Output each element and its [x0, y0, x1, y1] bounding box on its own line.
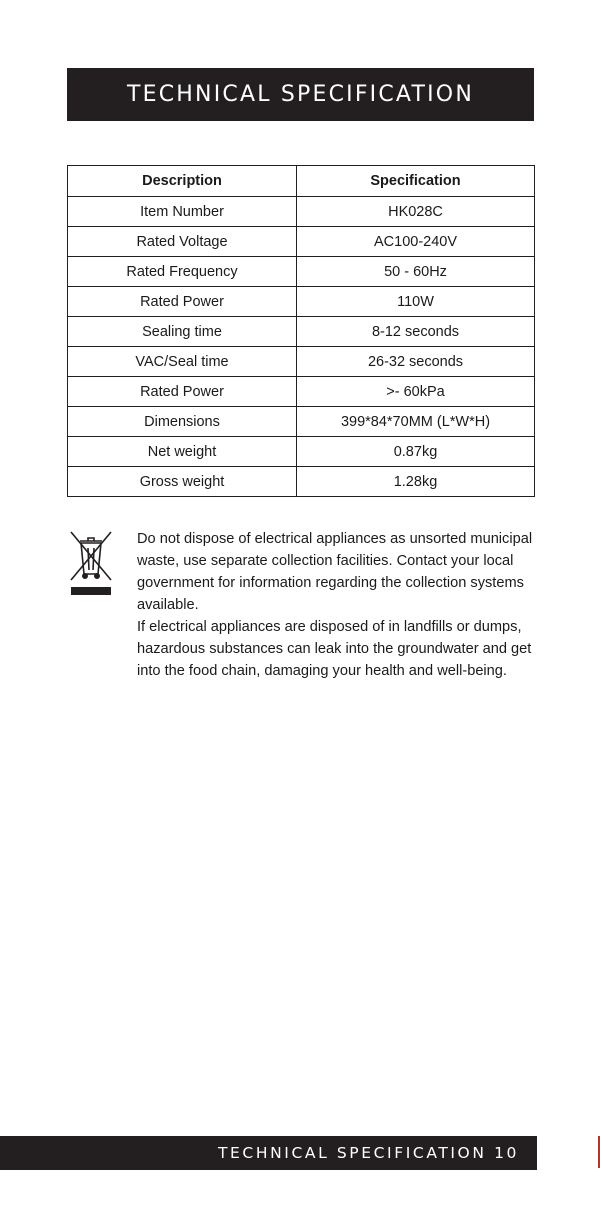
- row-value: 50 - 60Hz: [297, 257, 535, 287]
- row-label: Rated Voltage: [68, 227, 297, 257]
- disposal-notice: [137, 528, 537, 682]
- row-label: Rated Frequency: [68, 257, 297, 287]
- footer-page-label: TECHNICAL SPECIFICATION 10: [217, 1144, 519, 1162]
- row-value: 0.87kg: [297, 437, 535, 467]
- table-row: [68, 197, 535, 227]
- table-header-row: [68, 166, 535, 197]
- table-row: [68, 257, 535, 287]
- title-banner: [67, 68, 534, 121]
- row-value: 1.28kg: [297, 467, 535, 497]
- row-value: >- 60kPa: [297, 377, 535, 407]
- row-label: Net weight: [68, 437, 297, 467]
- table-row: [68, 377, 535, 407]
- page-edge-mark: [598, 1136, 600, 1168]
- column-header-specification: Specification: [297, 166, 535, 197]
- row-value: 8-12 seconds: [297, 317, 535, 347]
- table-row: [68, 227, 535, 257]
- row-value: 26-32 seconds: [297, 347, 535, 377]
- table-row: [68, 317, 535, 347]
- row-label: Item Number: [68, 197, 297, 227]
- table-row: [68, 287, 535, 317]
- row-label: Sealing time: [68, 317, 297, 347]
- row-label: Gross weight: [68, 467, 297, 497]
- table-row: [68, 437, 535, 467]
- row-label: VAC/Seal time: [68, 347, 297, 377]
- footer-banner: [0, 1136, 537, 1170]
- disposal-paragraph: Do not dispose of electrical appliances as unsorted municipal waste, use separate collection facilities. Contact your local government for information regarding the collection systems available.: [137, 531, 533, 613]
- row-label: Rated Power: [68, 377, 297, 407]
- page-title: TECHNICAL SPECIFICATION: [127, 82, 474, 107]
- column-header-description: Description: [68, 166, 297, 197]
- table-row: [68, 407, 535, 437]
- row-value: AC100-240V: [297, 227, 535, 257]
- weee-crossed-bin-icon: [68, 530, 114, 598]
- table-row: [68, 467, 535, 497]
- hazard-paragraph: If electrical appliances are disposed of in landfills or dumps, hazardous substances can leak into the groundwater and get into the food chain, damaging your health and well-being.: [137, 619, 532, 679]
- row-value: 399*84*70MM (L*W*H): [297, 407, 535, 437]
- table-row: [68, 347, 535, 377]
- specification-table: [67, 165, 535, 497]
- row-label: Rated Power: [68, 287, 297, 317]
- row-value: 110W: [297, 287, 535, 317]
- row-value: HK028C: [297, 197, 535, 227]
- row-label: Dimensions: [68, 407, 297, 437]
